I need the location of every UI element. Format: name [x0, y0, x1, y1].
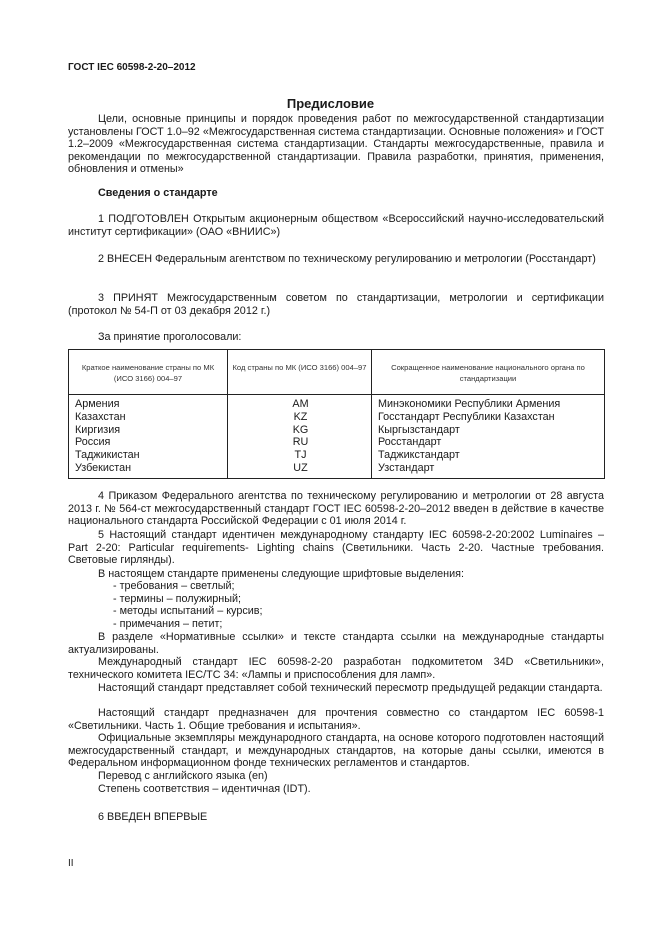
refs-paragraph: В разделе «Нормативные ссылки» и тексте стандарта ссылки на международные стандарты актуализированы. [68, 631, 604, 656]
countries-cell: Армения Казахстан Киргизия Россия Таджикистан Узбекистан [69, 395, 228, 479]
revision-paragraph: Настоящий стандарт представляет собой технический пересмотр предыдущей редакции стандарта. [98, 682, 603, 694]
fonts-list-item: - методы испытаний – курсив; [113, 605, 263, 617]
developer-paragraph: Международный стандарт IEC 60598-2-20 разработан подкомитетом 34D «Светильники», технического комитета IEC/TC 34: «Лампы и приспособления для ламп». [68, 656, 604, 681]
fonts-list-item: - термины – полужирный; [113, 593, 242, 605]
header-country: Краткое наименование страны по МК (ИСО 3166) 004–97 [69, 350, 228, 395]
translation-note: Перевод с английского языка (en) [98, 770, 268, 782]
codes-cell: AM KZ KG RU TJ UZ [228, 395, 372, 479]
header-body: Сокращенное наименование национального органа по стандартизации [372, 350, 605, 395]
item-1: 1 ПОДГОТОВЛЕН Открытым акционерным обществом «Всероссийский научно-исследовательский институт сертификации» (ОАО «ВНИИС») [68, 213, 604, 238]
header-code: Код страны по МК (ИСО 3166) 004–97 [228, 350, 372, 395]
copies-paragraph: Официальные экземпляры международного стандарта, на основе которого подготовлен настоящий межгосударственный стандарт, и международных стандартов, на которые даны ссылки, имеются в Федеральном информационном фонде технических регламентов и стандартов. [68, 732, 604, 769]
fonts-list-item: - требования – светлый; [113, 580, 235, 592]
voting-table [68, 349, 605, 479]
intro-paragraph: Цели, основные принципы и порядок проведения работ по межгосударственной стандартизации установлены ГОСТ 1.0–92 «Межгосударственная система стандартизации. Основные положения» и ГОСТ 1.2–2009 «Межгосударственная система стандартизации. Стандарты межгосударственные, правила и рекомендации по межгосударственной стандартизации. Правила разработки, принятия, применения, обновления и отмены» [68, 113, 604, 175]
voted-label: За принятие проголосовали: [98, 331, 242, 343]
section-title: Сведения о стандарте [98, 187, 218, 199]
fonts-intro: В настоящем стандарте применены следующие шрифтовые выделения: [98, 568, 464, 580]
bodies-cell: Минэкономики Республики Армения Госстандарт Республики Казахстан Кыргызстандарт Росстандарт Таджикстандарт Узстандарт [372, 395, 605, 479]
usage-paragraph: Настоящий стандарт предназначен для прочтения совместно со стандартом IEC 60598-1 «Светильники. Часть 1. Общие требования и испытания». [68, 707, 604, 732]
conformity-note: Степень соответствия – идентичная (IDT). [98, 783, 311, 795]
table-header-row [69, 350, 605, 395]
page-title: Предисловие [286, 96, 375, 111]
item-6: 6 ВВЕДЕН ВПЕРВЫЕ [98, 811, 208, 823]
item-3: 3 ПРИНЯТ Межгосударственным советом по стандартизации, метрологии и сертификации (протокол № 54-П от 03 декабря 2012 г.) [68, 292, 604, 317]
item-5: 5 Настоящий стандарт идентичен международному стандарту IEC 60598-2-20:2002 Luminaires – Part 2-20: Particular requirements- Lighting chains (Светильники. Часть 2-20. Частные требования. Световые гирлянды). [68, 529, 604, 566]
fonts-list-item: - примечания – петит; [113, 618, 223, 630]
page-number: II [68, 858, 74, 869]
document-code: ГОСТ IEC 60598-2-20–2012 [68, 62, 196, 73]
item-4: 4 Приказом Федерального агентства по техническому регулированию и метрологии от 28 августа 2013 г. № 564-ст межгосударственный стандарт ГОСТ IEC 60598-2-20–2012 введен в действие в качестве национального стандарта Российской Федерации с 01 июля 2014 г. [68, 490, 604, 527]
item-2: 2 ВНЕСЕН Федеральным агентством по техническому регулированию и метрологии (Росстандарт) [98, 253, 596, 265]
table-row [69, 395, 605, 479]
